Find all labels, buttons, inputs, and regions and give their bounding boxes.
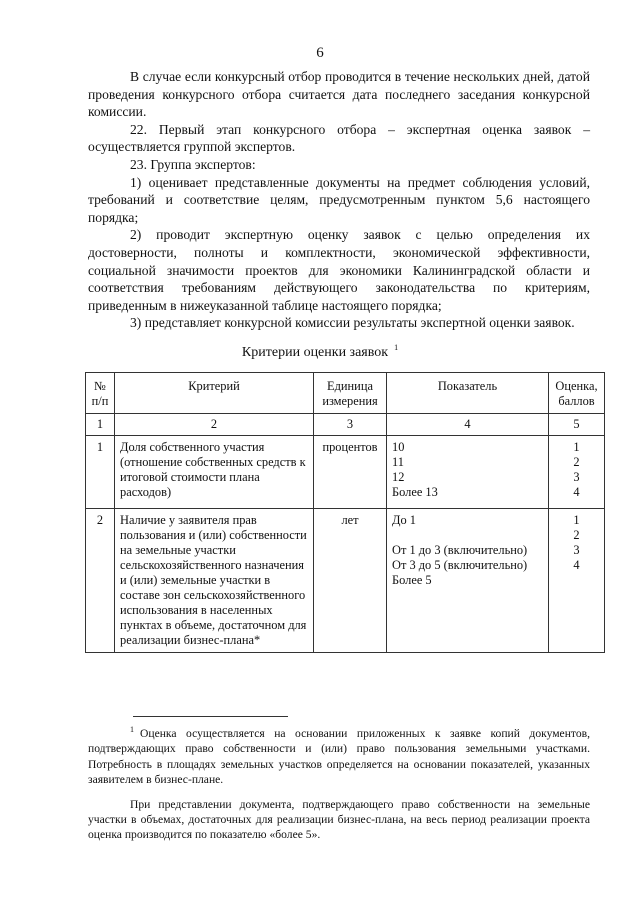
table-header-row bbox=[86, 373, 605, 414]
footnote-note: При представлении документа, подтверждающего право собственности на земельные участки в объемах, достаточных для реализации бизнес-плана, на весь период реализации проекта оценка производится по показателю «более 5». bbox=[88, 797, 590, 842]
row-indicators: До 1 От 1 до 3 (включительно) От 3 до 5 (включительно) Более 5 bbox=[387, 509, 549, 653]
col-number: 4 bbox=[387, 414, 549, 436]
col-number: 2 bbox=[115, 414, 314, 436]
header-num: № п/п bbox=[86, 373, 115, 414]
footnote-ref: 1 bbox=[394, 343, 399, 352]
footnote-text: Оценка осуществляется на основании приложенных к заявке копий документов, подтверждающих право собственности и (или) право пользования земельными участками. Потребность в площадях земельных участков определяется на основании показателей, указанных заявителем в бизнес-плане. bbox=[88, 727, 590, 787]
row-unit: лет bbox=[314, 509, 387, 653]
footnotes bbox=[88, 722, 590, 843]
row-scores: 1 2 3 4 bbox=[549, 436, 605, 509]
paragraph: 2) проводит экспертную оценку заявок с целью определения их достоверности, полноты и комплектности, экономической эффективности, социальной значимости проектов для экономики Калининградской области и соответствия требованиям действующего законодательства по критериям, приведенным в нижеуказанной таблице настоящего порядка; bbox=[88, 227, 590, 313]
header-indicator: Показатель bbox=[387, 373, 549, 414]
body-text bbox=[88, 68, 590, 332]
paragraph: 23. Группа экспертов: bbox=[130, 156, 256, 172]
page-number: 6 bbox=[316, 45, 324, 61]
paragraph: 1) оценивает представленные документы на предмет соблюдения условий, требований и соответствие целям, предусмотренным пунктом 5,6 настоящего порядка; bbox=[88, 174, 590, 225]
table-title bbox=[0, 343, 640, 361]
row-num: 1 bbox=[86, 436, 115, 509]
col-number: 1 bbox=[86, 414, 115, 436]
col-number: 5 bbox=[549, 414, 605, 436]
row-unit: процентов bbox=[314, 436, 387, 509]
col-number: 3 bbox=[314, 414, 387, 436]
header-criterion: Критерий bbox=[115, 373, 314, 414]
footnote-mark: 1 bbox=[130, 725, 134, 734]
row-criterion: Наличие у заявителя прав пользования и (или) собственности на земельные участки сельскохозяйственного назначения и (или) земельные участки в составе зон сельскохозяйственного использования в населенных пунктах в объеме, достаточном для реализации бизнес-плана* bbox=[115, 509, 314, 653]
footnote bbox=[88, 722, 590, 788]
table-row bbox=[86, 509, 605, 653]
header-score: Оценка, баллов bbox=[549, 373, 605, 414]
paragraph: В случае если конкурсный отбор проводится в течение нескольких дней, датой проведения конкурсного отбора считается дата последнего заседания конкурсной комиссии. bbox=[88, 69, 590, 120]
paragraph: 22. Первый этап конкурсного отбора – экспертная оценка заявок – осуществляется группой экспертов. bbox=[88, 121, 590, 155]
column-number-row bbox=[86, 414, 605, 436]
table-title-text: Критерии оценки заявок bbox=[241, 345, 389, 360]
row-indicators: 10 11 12 Более 13 bbox=[387, 436, 549, 509]
footnote-separator bbox=[133, 716, 288, 717]
row-criterion: Доля собственного участия (отношение собственных средств к итоговой стоимости плана расходов) bbox=[115, 436, 314, 509]
row-num: 2 bbox=[86, 509, 115, 653]
paragraph: 3) представляет конкурсной комиссии результаты экспертной оценки заявок. bbox=[130, 315, 575, 331]
table-row bbox=[86, 436, 605, 509]
header-unit: Единица измерения bbox=[314, 373, 387, 414]
row-scores: 1 2 3 4 bbox=[549, 509, 605, 653]
criteria-table bbox=[85, 372, 605, 653]
